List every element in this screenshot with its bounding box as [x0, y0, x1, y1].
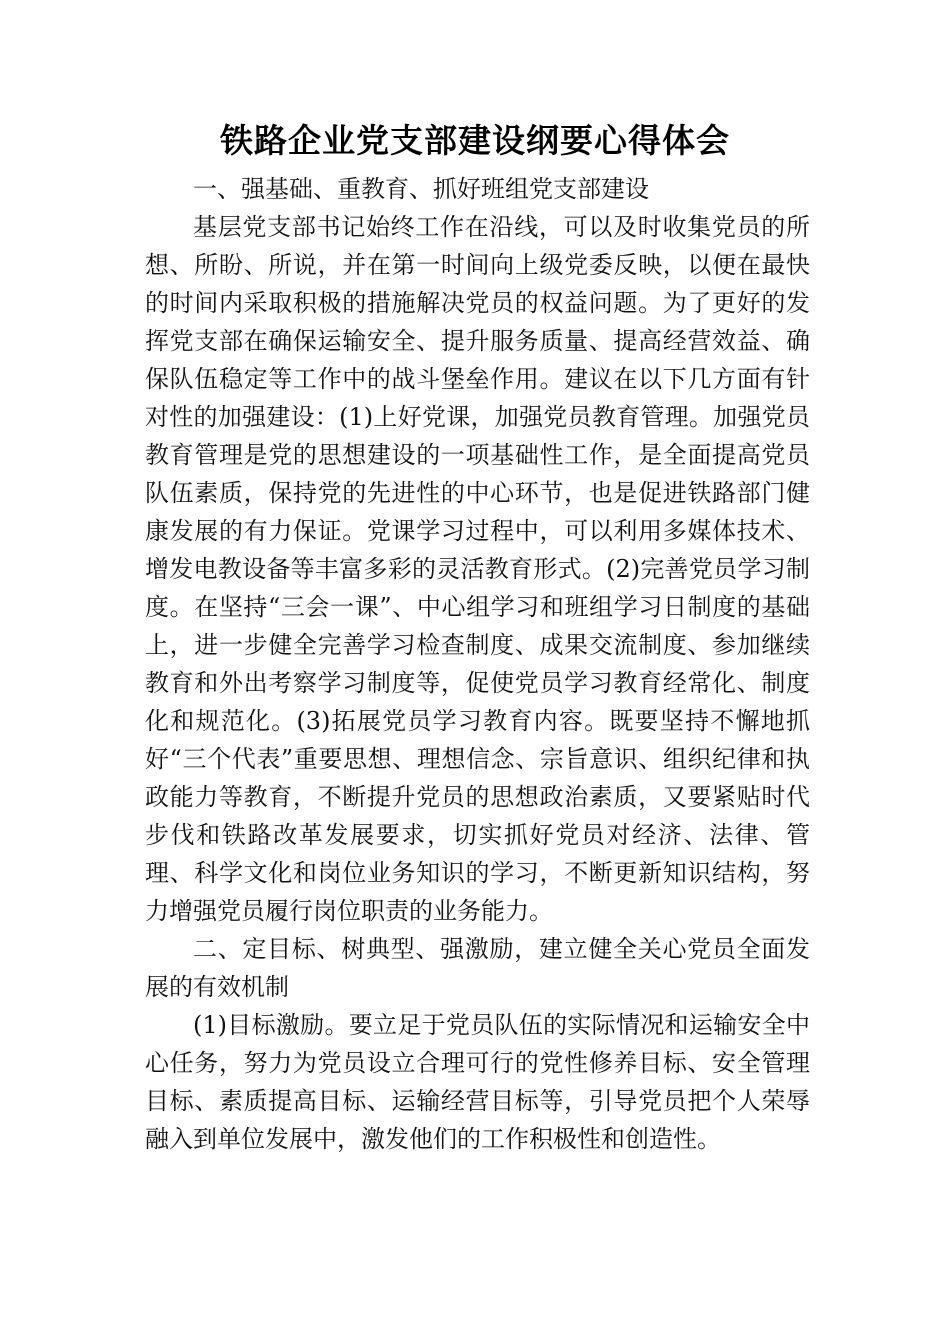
paragraph-1: 基层党支部书记始终工作在沿线，可以及时收集党员的所想、所盼、所说，并在第一时间向上级党委反映，以便在最快的时间内采取积极的措施解决党员的权益问题。为了更好的发挥党支部在确保运输安全、提升服务质量、提高经营效益、确保队伍稳定等工作中的战斗堡垒作用。建议在以下几方面有针对性的加强建设：(1)上好党课，加强党员教育管理。加强党员教育管理是党的思想建设的一项基础性工作，是全面提高党员队伍素质，保持党的先进性的中心环节，也是促进铁路部门健康发展的有力保证。党课学习过程中，可以利用多媒体技术、增发电教设备等丰富多彩的灵活教育形式。(2)完善党员学习制度。在坚持“三会一课”、中心组学习和班组学习日制度的基础上，进一步健全完善学习检查制度、成果交流制度、参加继续教育和外出考察学习制度等，促使党员学习教育经常化、制度化和规范化。(3)拓展党员学习教育内容。既要坚持不懈地抓好“三个代表”重要思想、理想信念、宗旨意识、组织纪律和执政能力等教育，不断提升党员的思想政治素质，又要紧贴时代步伐和铁路改革发展要求，切实抓好党员对经济、法律、管理、科学文化和岗位业务知识的学习，不断更新知识结构，努力增强党员履行岗位职责的业务能力。	[145, 213, 810, 925]
document-title: 铁路企业党支部建设纲要心得体会	[220, 121, 730, 160]
section-heading-1: 一、强基础、重教育、抓好班组党支部建设	[193, 175, 649, 203]
section-heading-2: 二、定目标、树典型、强激励，建立健全关心党员全面发展的有效机制	[145, 935, 810, 1001]
document-body	[145, 170, 810, 1158]
paragraph-2: (1)目标激励。要立足于党员队伍的实际情况和运输安全中心任务，努力为党员设立合理可行的党性修养目标、安全管理目标、素质提高目标、运输经营目标等，引导党员把个人荣辱融入到单位发展中，激发他们的工作积极性和创造性。	[145, 1011, 810, 1153]
